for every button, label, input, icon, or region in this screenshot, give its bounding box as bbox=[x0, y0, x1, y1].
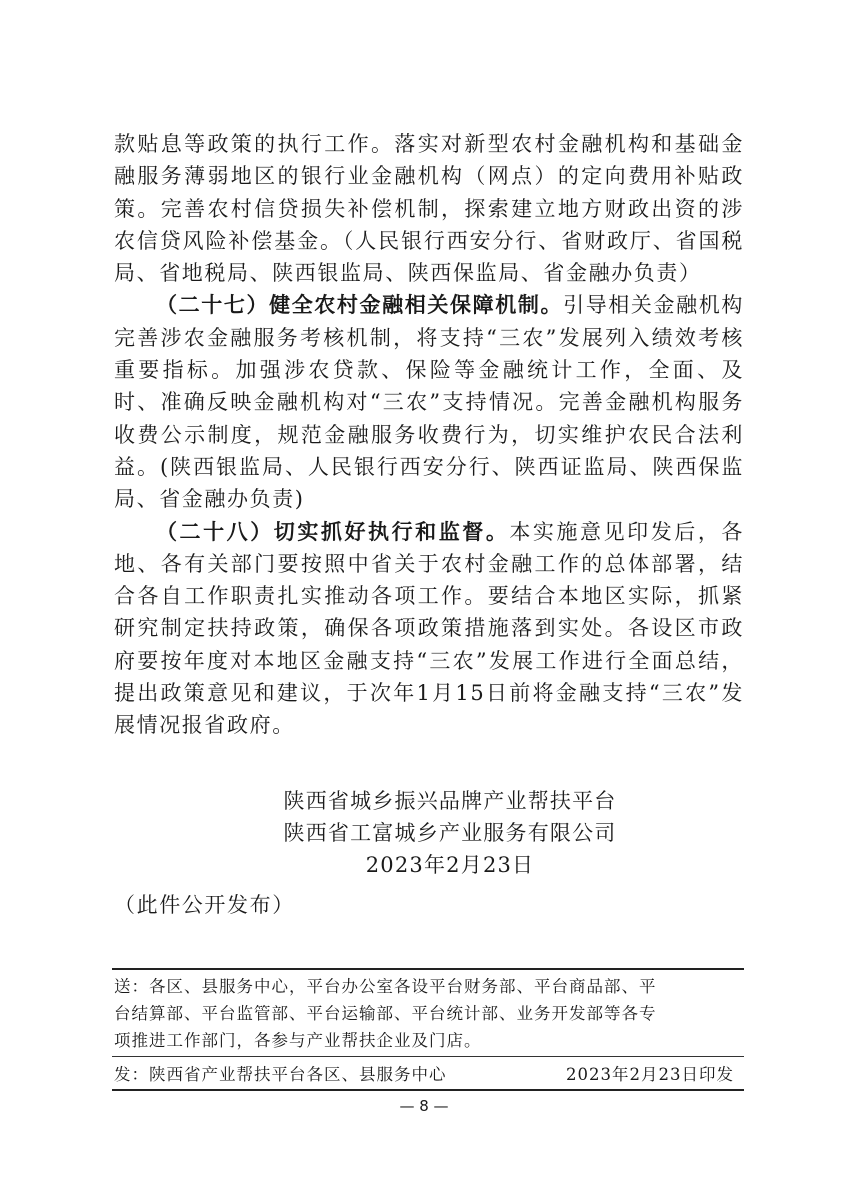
signature-date: 2023年2月23日 bbox=[365, 853, 535, 877]
issue-date: 2023年2月23日印发 bbox=[566, 1065, 734, 1084]
distribution-line-3: 项推进工作部门，各参与产业帮扶企业及门店。 bbox=[114, 1031, 482, 1050]
distribution-list bbox=[114, 973, 744, 1054]
publish-note: （此件公开发布） bbox=[114, 893, 295, 917]
paragraph-28 bbox=[114, 516, 744, 742]
distribution-bottom-rule bbox=[112, 1089, 744, 1091]
section-27-heading: （二十七）健全农村金融相关保障机制。 bbox=[156, 292, 564, 318]
section-28-heading: （二十八）切实抓好执行和监督。 bbox=[156, 518, 510, 544]
section-28-text: 本实施意见印发后，各地、各有关部门要按照中省关于农村金融工作的总体部署，结合各自工作职责扎实推动各项工作。要结合本地区实际，抓紧研究制定扶持政策，确保各项政策措施落到实处。各设区市政府要按年度对本地区金融支持“三农”发展工作进行全面总结，提出政策意见和建议，于次年1月15日前将金融支持“三农”发展情况报省政府。 bbox=[114, 519, 744, 738]
page-number: — 8 — bbox=[399, 1097, 449, 1115]
distribution-line-2: 台结算部、平台监管部、平台运输部、平台统计部、业务开发部等各专 bbox=[114, 1004, 657, 1023]
distribution-mid-rule bbox=[112, 1056, 744, 1057]
issuer: 发：陕西省产业帮扶平台各区、县服务中心 bbox=[114, 1065, 447, 1084]
document-body bbox=[114, 128, 744, 742]
signature-org-1: 陕西省城乡振兴品牌产业帮扶平台 bbox=[283, 789, 617, 813]
paragraph-1: 款贴息等政策的执行工作。落实对新型农村金融机构和基础金融服务薄弱地区的银行业金融机构（网点）的定向费用补贴政策。完善农村信贷损失补偿机制，探索建立地方财政出资的涉农信贷风险补偿基金。（人民银行西安分行、省财政厅、省国税局、省地税局、陕西银监局、陕西保监局、省金融办负责） bbox=[114, 132, 744, 286]
section-27-text: 引导相关金融机构完善涉农金融服务考核机制，将支持“三农”发展列入绩效考核重要指标。加强涉农贷款、保险等金融统计工作，全面、及时、准确反映金融机构对“三农”支持情况。完善金融机构服务收费公示制度，规范金融服务收费行为，切实维护农民合法利益。(陕西银监局、人民银行西安分行、陕西证监局、陕西保监局、省金融办负责) bbox=[114, 293, 744, 512]
signature-org-2: 陕西省工富城乡产业服务有限公司 bbox=[283, 821, 617, 845]
distribution-line-1: 送：各区、县服务中心，平台办公室各设平台财务部、平台商品部、平 bbox=[114, 977, 657, 996]
issue-line bbox=[114, 1061, 734, 1085]
paragraph-27 bbox=[114, 289, 744, 515]
distribution-top-rule bbox=[112, 968, 744, 970]
